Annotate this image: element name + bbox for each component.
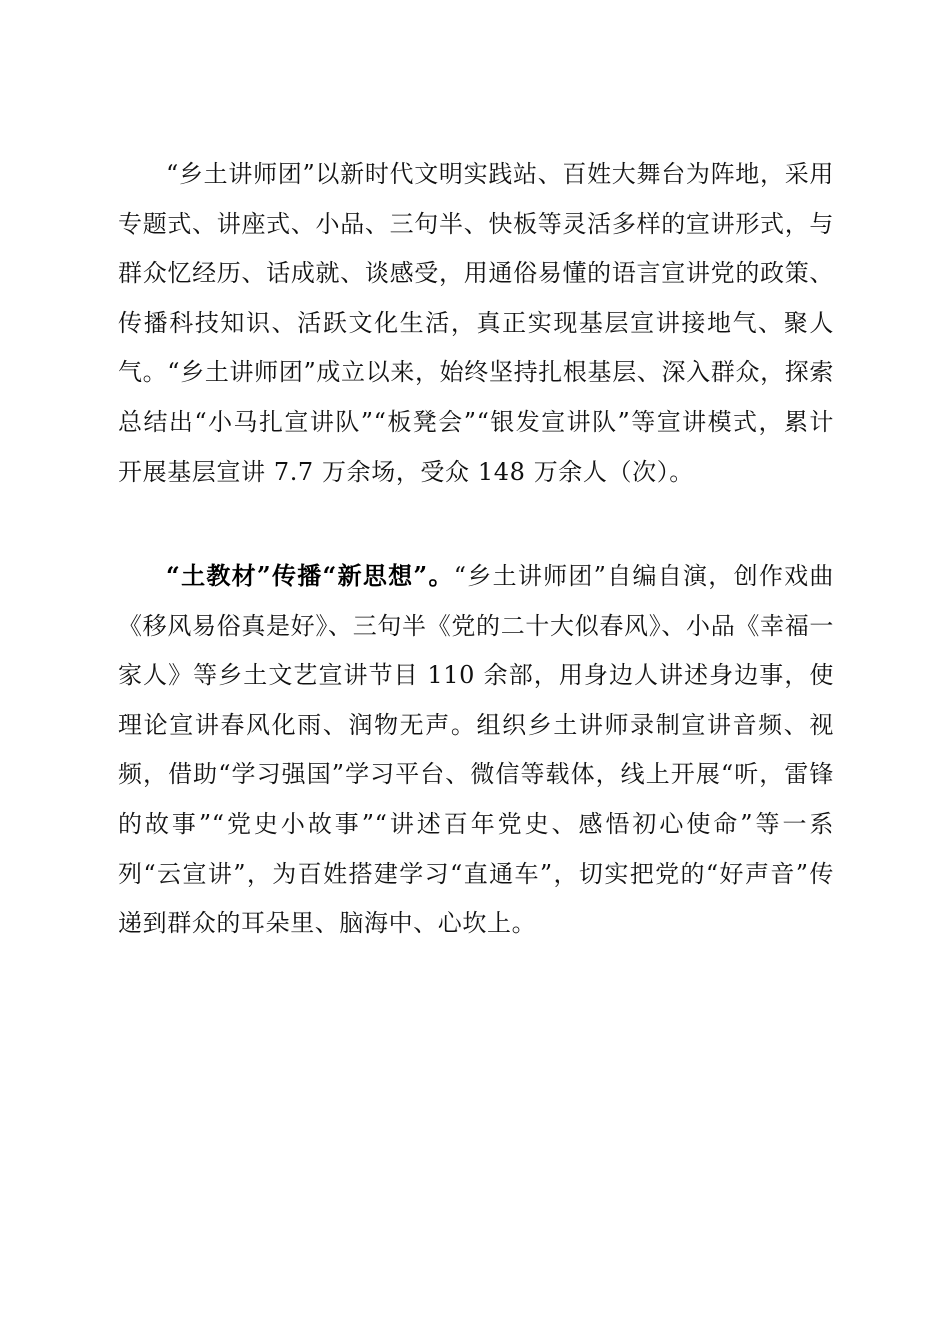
paragraph-2	[118, 551, 834, 949]
paragraph-2-lead: “土教材”传播“新思想”。	[166, 561, 454, 590]
paragraph-1: “乡土讲师团”以新时代文明实践站、百姓大舞台为阵地，采用专题式、讲座式、小品、三句半、快板等灵活多样的宣讲形式，与群众忆经历、话成就、谈感受，用通俗易懂的语言宣讲党的政策、传播科技知识、活跃文化生活，真正实现基层宣讲接地气、聚人气。“乡土讲师团”成立以来，始终坚持扎根基层、深入群众，探索总结出“小马扎宣讲队”“板凳会”“银发宣讲队”等宣讲模式，累计开展基层宣讲 7.7 万余场，受众 148 万余人（次）。	[118, 160, 834, 486]
paragraph-2-body: “乡土讲师团”自编自演，创作戏曲《移风易俗真是好》、三句半《党的二十大似春风》、小品《幸福一家人》等乡土文艺宣讲节目 110 余部，用身边人讲述身边事，使理论宣讲春风化雨、润物无声。组织乡土讲师录制宣讲音频、视频，借助“学习强国”学习平台、微信等载体，线上开展“听，雷锋的故事”“党史小故事”“讲述百年党史、感悟初心使命”等一系列“云宣讲”，为百姓搭建学习“直通车”，切实把党的“好声音”传递到群众的耳朵里、脑海中、心坎上。	[118, 562, 834, 938]
